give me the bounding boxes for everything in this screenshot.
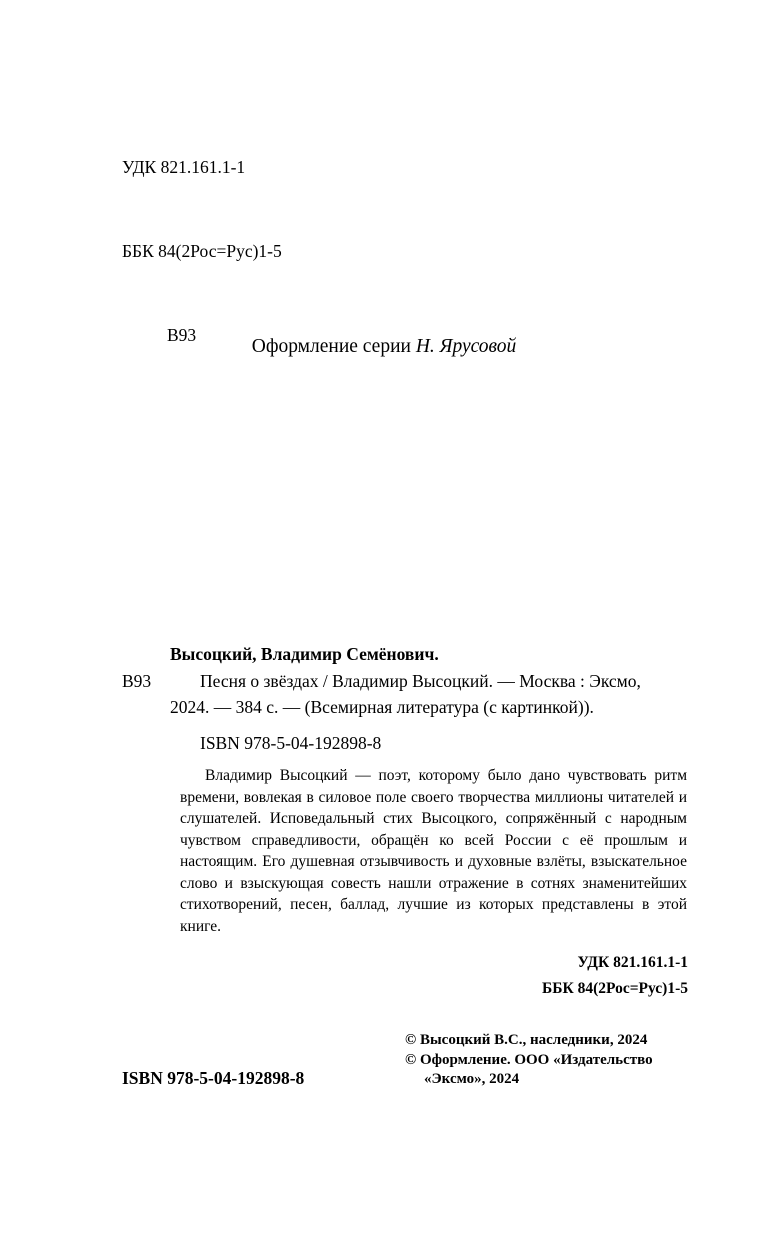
copyright-publisher: © Оформление. ООО «Издательство «Эксмо», 2024 — [405, 1051, 653, 1087]
series-designer-name: Н. Ярусовой — [415, 336, 517, 357]
isbn-middle: ISBN 978-5-04-192898-8 — [200, 732, 382, 753]
series-design-note — [0, 336, 768, 358]
catalog-entry-text: Песня о звёздах / Владимир Высоцкий. — Москва : Эксмо, 2024. — 384 с. — (Всемирная литература (с картинкой)). — [170, 670, 641, 717]
bibliographic-record — [122, 641, 688, 937]
udk-code-top: УДК 821.161.1-1 — [122, 157, 246, 177]
bbk-code-top: ББК 84(2Рос=Рус)1-5 — [122, 241, 282, 261]
series-design-prefix: Оформление серии — [251, 336, 416, 357]
isbn-bottom: ISBN 978-5-04-192898-8 — [122, 1068, 305, 1088]
bottom-classification-codes — [122, 950, 688, 1002]
book-annotation: Владимир Высоцкий — поэт, которому было дано чувствовать ритм времени, вовлекая в силовое поле своего творчества миллионы читателей и слушателей. Исповедальный стих Высоцкого, сопряжённый с народным чувством справедливости, обращён ко всей России с её прошлым и настоящим. Его душевная отзывчивость и духовные взлёты, взыскательное слово и взыскующая совесть нашли отражение в сотнях знаменитейших стихотворений, песен, баллад, лучшие из которых представлены в этой книге. — [180, 767, 687, 935]
copyright-notices — [405, 1031, 667, 1090]
bbk-code-bottom: ББК 84(2Рос=Рус)1-5 — [541, 980, 688, 997]
udk-code-bottom: УДК 821.161.1-1 — [577, 954, 688, 971]
author-sign-code-top: В93 — [167, 325, 197, 345]
catalog-entry — [122, 668, 670, 721]
top-classification-codes — [122, 97, 282, 405]
author-sign-code-entry: В93 — [122, 670, 152, 691]
book-author-heading: Высоцкий, Владимир Семёнович. — [170, 644, 439, 664]
copyright-author: © Высоцкий В.С., наследники, 2024 — [405, 1032, 648, 1048]
